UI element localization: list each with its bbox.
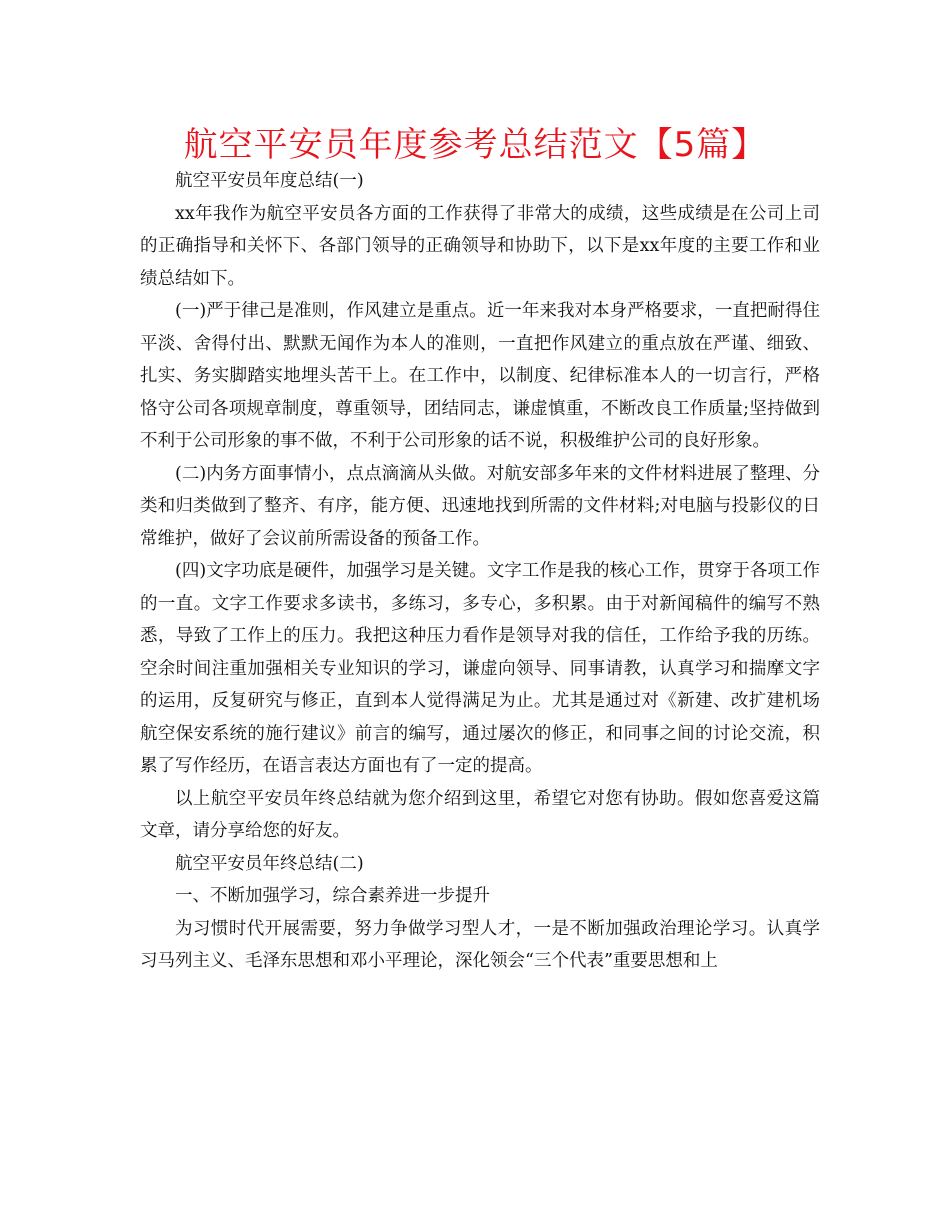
paragraph: (一)严于律己是准则，作风建立是重点。近一年来我对本身严格要求，一直把耐得住平淡、舍得付出、默默无闻作为本人的准则，一直把作风建立的重点放在严谨、细致、扎实、务实脚踏实地埋头苦干上。在工作中，以制度、纪律标准本人的一切言行，严格恪守公司各项规章制度，尊重领导，团结同志，谦虚慎重，不断改良工作质量;坚持做到不利于公司形象的事不做，不利于公司形象的话不说，积极维护公司的良好形象。 bbox=[140, 301, 820, 451]
paragraph: (四)文字功底是硬件，加强学习是关键。文字工作是我的核心工作，贯穿于各项工作的一直。文字工作要求多读书，多练习，多专心，多积累。由于对新闻稿件的编写不熟悉，导致了工作上的压力。我把这种压力看作是领导对我的信任，工作给予我的历练。空余时间注重加强相关专业知识的学习，谦虚向领导、同事请教，认真学习和揣摩文字的运用，反复研究与修正，直到本人觉得满足为止。尤其是通过对《新建、改扩建机场航空保安系统的施行建议》前言的编写，通过屡次的修正，和同事之间的讨论交流，积累了写作经历，在语言表达方面也有了一定的提高。 bbox=[140, 561, 820, 776]
section-heading: 航空平安员年度总结(一) bbox=[175, 171, 364, 191]
subsection-heading: 一、不断加强学习，综合素养进一步提升 bbox=[175, 886, 490, 906]
document-body bbox=[140, 165, 820, 978]
paragraph: 以上航空平安员年终总结就为您介绍到这里，希望它对您有协助。假如您喜爱这篇文章，请分享给您的好友。 bbox=[140, 788, 820, 841]
paragraph: (二)内务方面事情小，点点滴滴从头做。对航安部多年来的文件材料进展了整理、分类和归类做到了整齐、有序，能方便、迅速地找到所需的文件材料;对电脑与投影仪的日常维护，做好了会议前所需设备的预备工作。 bbox=[140, 463, 820, 549]
section-heading: 航空平安员年终总结(二) bbox=[175, 853, 364, 874]
document-title: 航空平安员年度参考总结范文【5篇】 bbox=[183, 125, 767, 165]
paragraph: xx年我作为航空平安员各方面的工作获得了非常大的成绩，这些成绩是在公司上司的正确指导和关怀下、各部门领导的正确领导和协助下，以下是xx年度的主要工作和业绩总结如下。 bbox=[140, 203, 820, 289]
paragraph: 为习惯时代开展需要，努力争做学习型人才，一是不断加强政治理论学习。认真学习马列主义、毛泽东思想和邓小平理论，深化领会“三个代表”重要思想和上 bbox=[140, 918, 820, 971]
